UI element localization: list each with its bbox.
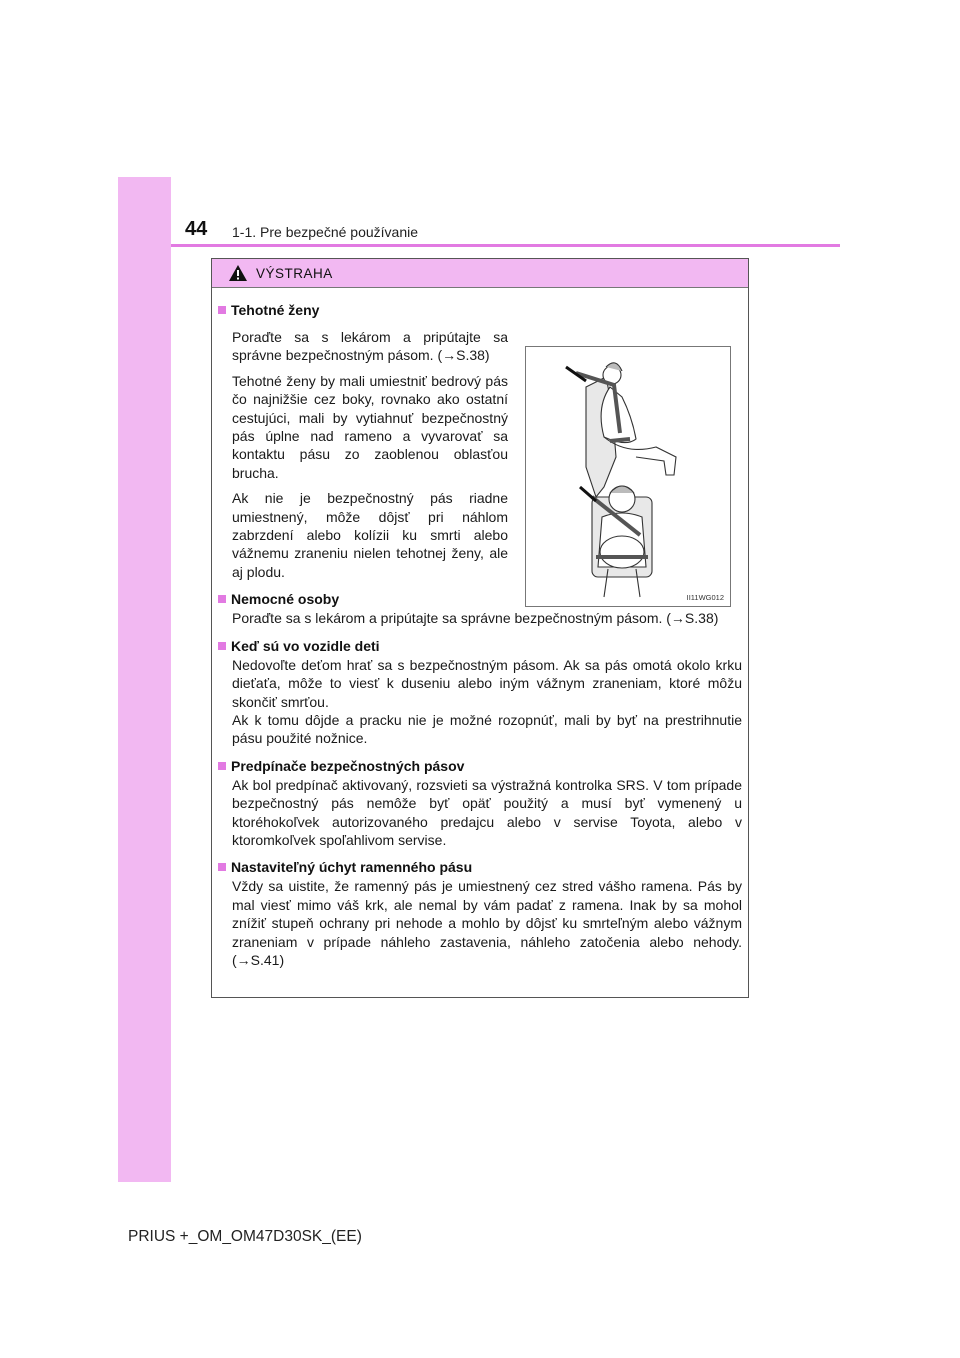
header-divider xyxy=(171,244,840,247)
warning-content xyxy=(212,288,748,969)
figure-code: II11WG012 xyxy=(686,593,724,602)
section-children-in-vehicle xyxy=(218,636,742,748)
warning-triangle-icon xyxy=(228,264,248,282)
paragraph: Nedovoľte deťom hrať sa s bezpečnostným pásom. Ak sa pás omotá okolo krku dieťaťa, môže to viesť k duseniu alebo iným vážnym zraneniam, ktoré môžu skončiť smrťou. xyxy=(232,656,742,710)
paragraph: Ak nie je bezpečnostný pás riadne umiestnený, môže dôjsť pri náhlom zabrzdení alebo kolízii ku smrti alebo vážnemu zraneniu nielen tehotnej ženy, ale aj plodu. xyxy=(232,490,508,580)
bullet-square-icon xyxy=(218,595,226,603)
warning-header xyxy=(212,259,748,288)
document-code: PRIUS +_OM_OM47D30SK_(EE) xyxy=(128,1228,362,1245)
paragraph: Ak k tomu dôjde a pracku nie je možné rozopnúť, mali by byť na prestrihnutie pásu použité nožnice. xyxy=(232,711,742,747)
bullet-square-icon xyxy=(218,863,226,871)
page-sidebar-tab xyxy=(118,177,171,1182)
section-heading: Nastaviteľný úchyt ramenného pásu xyxy=(218,857,742,877)
section-heading: Predpínače bezpečnostných pásov xyxy=(218,756,742,776)
bullet-square-icon xyxy=(218,642,226,650)
paragraph: Poraďte sa s lekárom a pripútajte sa správne bezpečnostným pásom. (→S.38) xyxy=(232,610,719,627)
section-heading: Keď sú vo vozidle deti xyxy=(218,636,742,656)
paragraph: Tehotné ženy by mali umiestniť bedrový pás čo najnižšie cez boky, rovnako ako ostatní cestujúci, mali by vytiahnuť bezpečnostný pás úplne nad rameno a vyvarovať sa kontaktu pásu zo zaoblenou oblasťou brucha. xyxy=(232,372,508,481)
page-number: 44 xyxy=(185,218,208,240)
section-shoulder-anchor xyxy=(218,857,742,969)
section-heading: Tehotné ženy xyxy=(218,300,742,320)
warning-box xyxy=(211,258,749,998)
section-pretensioners xyxy=(218,756,742,850)
bullet-square-icon xyxy=(218,306,226,314)
bullet-square-icon xyxy=(218,762,226,770)
warning-title: VÝSTRAHA xyxy=(256,265,333,281)
paragraph: Vždy sa uistite, že ramenný pás je umiestnený cez stred vášho ramena. Pás by mal viesť mimo váš krk, ale nemal by vám padať z ramena. Inak by sa mohol znížiť stupeň ochrany pri nehode a mohlo by dôjsť ku smrteľným alebo vážnym zraneniam v prípade náhleho zastavenia, náhleho zatočenia alebo nehody. (→S.41) xyxy=(232,878,742,968)
section-text xyxy=(218,328,508,581)
section-title: 1-1. Pre bezpečné používanie xyxy=(232,224,419,240)
section-heading: Nemocné osoby xyxy=(218,589,742,609)
illustration-pregnant-woman-seatbelt xyxy=(525,346,731,607)
paragraph: Ak bol predpínač aktivovaný, rozsvieti sa výstražná kontrolka SRS. V tom prípade bezpečnostný pás nemôže byť opäť použitý a musí byť vymenený u ktoréhokoľvek autorizovaného predajcu alebo v servise Toyota, alebo v ktoromkoľvek spoľahlivom servise. xyxy=(232,776,742,848)
paragraph: Poraďte sa s lekárom a pripútajte sa správne bezpečnostným pásom. (→S.38) xyxy=(232,329,508,364)
seatbelt-illustration xyxy=(526,347,730,606)
